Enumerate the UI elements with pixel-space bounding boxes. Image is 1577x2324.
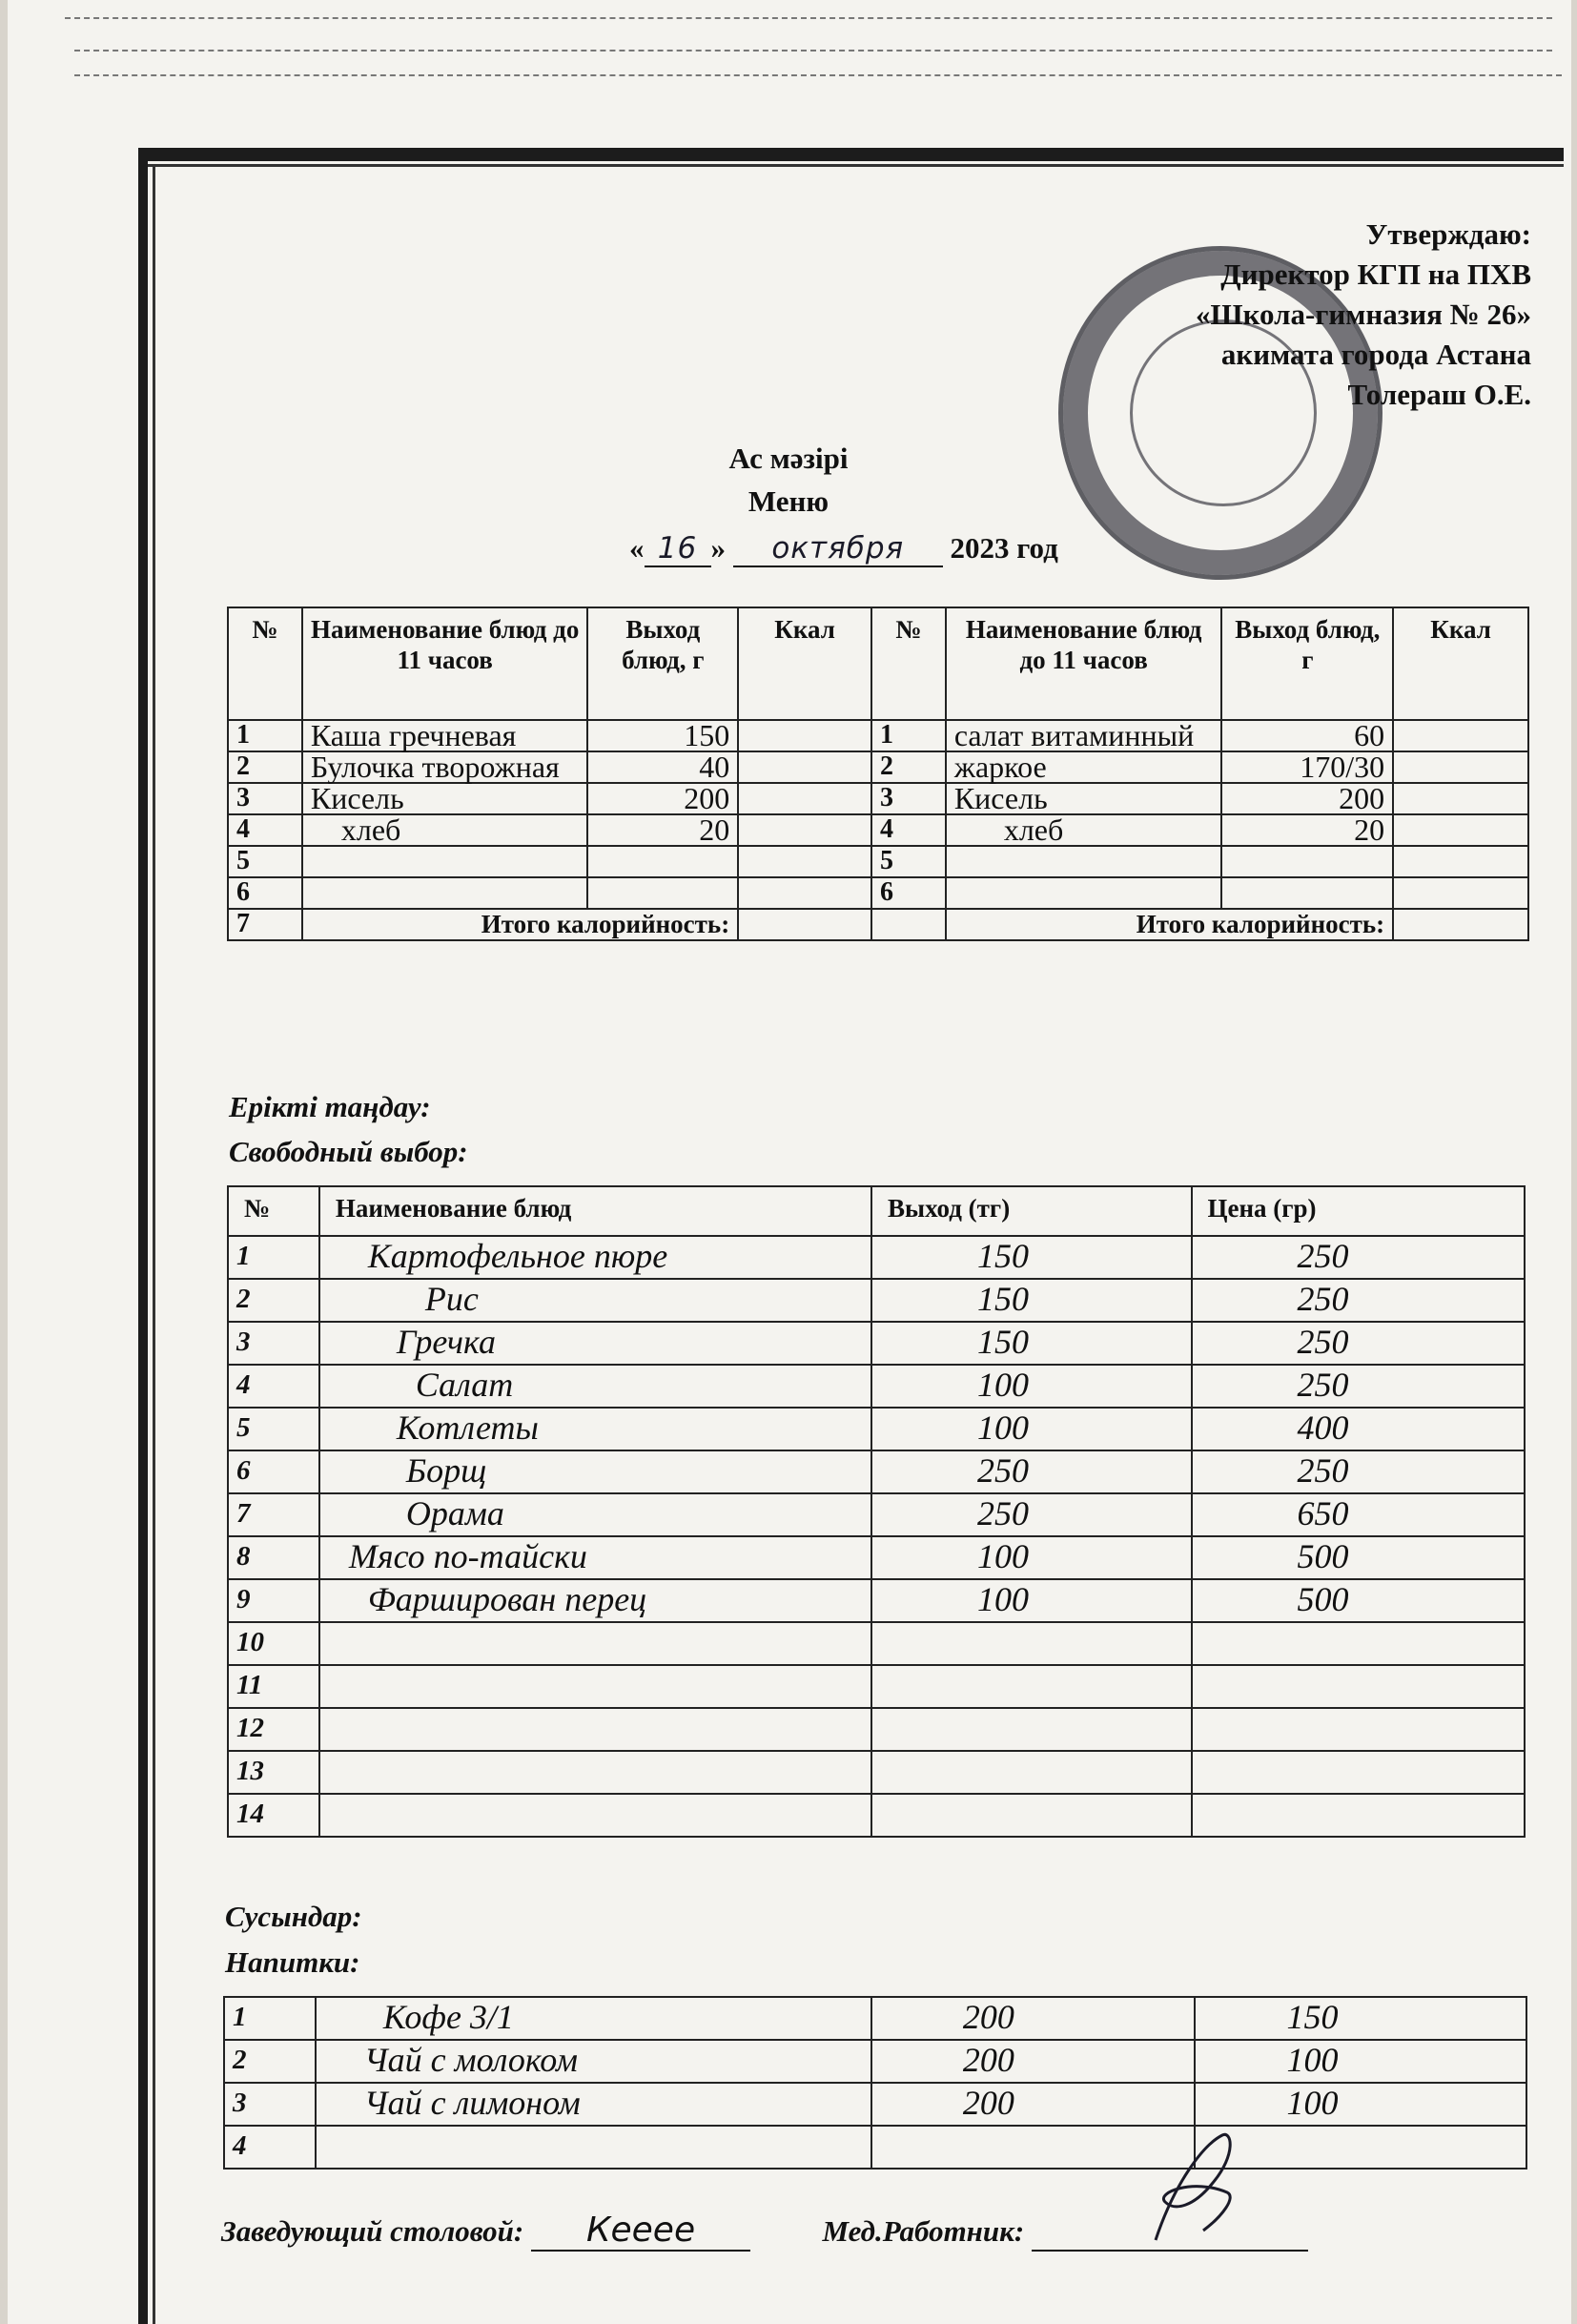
drinks-heading-ru: Напитки: <box>225 1945 360 1979</box>
row-num: 4 <box>871 814 946 846</box>
dish-name <box>319 1665 871 1708</box>
title-kz: Ас мәзірі <box>728 442 849 475</box>
dish-name: Котлеты <box>319 1408 871 1450</box>
dish-kcal <box>1393 783 1528 814</box>
row-num: 6 <box>228 1450 319 1493</box>
medic-signature-scribble <box>1137 2126 1251 2250</box>
dish-yield: 170/30 <box>1221 751 1393 783</box>
dish-name: салат витаминный <box>946 720 1222 751</box>
dish-price <box>1192 1708 1526 1751</box>
date-day: 16 <box>645 531 711 567</box>
drink-price: 100 <box>1195 2083 1526 2126</box>
row-num <box>871 909 946 940</box>
total-label: Итого калорийность: <box>946 909 1393 940</box>
dish-yield <box>1221 877 1393 909</box>
row-num: 2 <box>228 751 302 783</box>
dish-price <box>1192 1665 1526 1708</box>
row-num: 4 <box>228 1365 319 1408</box>
approval-line: Директор КГП на ПХВ <box>1220 257 1531 291</box>
row-num: 8 <box>228 1536 319 1579</box>
row-num: 1 <box>224 1997 316 2040</box>
dish-yield <box>871 1622 1192 1665</box>
dish-price: 250 <box>1192 1322 1526 1365</box>
col-num: № <box>228 607 302 720</box>
dish-kcal <box>738 751 871 783</box>
dish-name <box>946 877 1222 909</box>
dish-name: Мясо по-тайски <box>319 1536 871 1579</box>
dish-yield <box>587 877 738 909</box>
dish-price: 250 <box>1192 1236 1526 1279</box>
dish-price: 400 <box>1192 1408 1526 1450</box>
col-yield: Выход блюд, г <box>1221 607 1393 720</box>
table-row <box>228 1622 1525 1665</box>
dish-kcal <box>738 846 871 877</box>
table-row <box>228 1322 1525 1365</box>
approval-line: акимата города Астана <box>1220 338 1531 371</box>
dish-yield <box>871 1751 1192 1794</box>
dish-yield: 100 <box>871 1579 1192 1622</box>
dish-kcal <box>738 814 871 846</box>
approval-line: «Школа-гимназия № 26» <box>1196 298 1531 331</box>
col-num: № <box>871 607 946 720</box>
dish-name: Кисель <box>302 783 588 814</box>
total-label: Итого калорийность: <box>302 909 738 940</box>
drink-name: Кофе 3/1 <box>316 1997 871 2040</box>
dish-price: 250 <box>1192 1450 1526 1493</box>
table-row <box>228 783 1528 814</box>
dish-yield: 20 <box>1221 814 1393 846</box>
title-ru: Меню <box>748 484 829 518</box>
dish-price: 650 <box>1192 1493 1526 1536</box>
table-row <box>224 2040 1526 2083</box>
table-header-row <box>228 607 1528 720</box>
table-row <box>224 1997 1526 2040</box>
dish-kcal <box>738 877 871 909</box>
dish-yield: 250 <box>871 1493 1192 1536</box>
drinks-heading-kz: Сусындар: <box>225 1900 362 1933</box>
dish-yield <box>1221 846 1393 877</box>
dish-name: хлеб <box>946 814 1222 846</box>
table-row <box>228 1665 1525 1708</box>
row-num: 7 <box>228 1493 319 1536</box>
drink-yield: 200 <box>871 2040 1196 2083</box>
table-row <box>228 720 1528 751</box>
row-num: 5 <box>871 846 946 877</box>
dish-name: Картофельное пюре <box>319 1236 871 1279</box>
dish-yield: 40 <box>587 751 738 783</box>
col-num: № <box>228 1186 319 1236</box>
dish-yield: 60 <box>1221 720 1393 751</box>
row-num: 1 <box>228 1236 319 1279</box>
breakfast-table <box>227 607 1529 941</box>
dish-kcal <box>1393 814 1528 846</box>
total-value <box>738 909 871 940</box>
table-row <box>228 1236 1525 1279</box>
dish-yield: 100 <box>871 1408 1192 1450</box>
row-num: 1 <box>871 720 946 751</box>
dish-name: Рис <box>319 1279 871 1322</box>
dish-price: 250 <box>1192 1279 1526 1322</box>
row-num: 12 <box>228 1708 319 1751</box>
table-row <box>228 1493 1525 1536</box>
row-num: 14 <box>228 1794 319 1837</box>
drink-price: 100 <box>1195 2040 1526 2083</box>
dish-kcal <box>1393 846 1528 877</box>
dish-name: жаркое <box>946 751 1222 783</box>
dish-name: Орама <box>319 1493 871 1536</box>
dish-yield: 100 <box>871 1365 1192 1408</box>
free-choice-heading-ru: Свободный выбор: <box>229 1135 468 1168</box>
col-yield: Выход (тг) <box>871 1186 1192 1236</box>
frame-border-top-inner <box>143 164 1564 167</box>
col-name: Наименование блюд до 11 часов <box>946 607 1222 720</box>
drink-name <box>316 2126 871 2169</box>
dish-yield <box>871 1665 1192 1708</box>
table-row <box>228 1751 1525 1794</box>
top-dashed-line <box>74 50 1552 51</box>
row-num: 4 <box>228 814 302 846</box>
dish-name: Борщ <box>319 1450 871 1493</box>
date-month: октября <box>733 531 943 567</box>
col-name: Наименование блюд до 11 часов <box>302 607 588 720</box>
table-row <box>228 1365 1525 1408</box>
dish-name <box>302 846 588 877</box>
dish-name: Салат <box>319 1365 871 1408</box>
menu-date: « 16 » октября 2023 год <box>629 531 1058 566</box>
row-num: 6 <box>228 877 302 909</box>
drink-yield: 200 <box>871 1997 1196 2040</box>
row-num: 5 <box>228 846 302 877</box>
frame-border-top <box>143 148 1564 161</box>
dish-name <box>946 846 1222 877</box>
table-row <box>228 1450 1525 1493</box>
dish-name: Кисель <box>946 783 1222 814</box>
dish-name <box>319 1708 871 1751</box>
table-row <box>228 1794 1525 1837</box>
dish-yield <box>871 1708 1192 1751</box>
dish-price: 500 <box>1192 1579 1526 1622</box>
row-num: 11 <box>228 1665 319 1708</box>
drinks-table <box>223 1996 1527 2170</box>
table-row <box>228 846 1528 877</box>
medic-signature <box>1032 2211 1308 2252</box>
table-row <box>224 2083 1526 2126</box>
dish-yield: 150 <box>871 1236 1192 1279</box>
dish-name: Фарширован перец <box>319 1579 871 1622</box>
row-num: 2 <box>871 751 946 783</box>
dish-yield <box>587 846 738 877</box>
row-num: 2 <box>224 2040 316 2083</box>
table-row <box>228 751 1528 783</box>
drink-yield: 200 <box>871 2083 1196 2126</box>
dish-name <box>302 877 588 909</box>
table-row <box>228 1579 1525 1622</box>
col-kcal: Ккал <box>738 607 871 720</box>
dish-price <box>1192 1794 1526 1837</box>
row-num: 2 <box>228 1279 319 1322</box>
table-row <box>228 1408 1525 1450</box>
date-year: 2023 год <box>950 531 1058 565</box>
dish-kcal <box>1393 751 1528 783</box>
dish-name <box>319 1622 871 1665</box>
row-num: 5 <box>228 1408 319 1450</box>
dish-yield: 150 <box>871 1279 1192 1322</box>
table-row <box>224 2126 1526 2169</box>
footer-signatures <box>221 2211 1308 2252</box>
row-num: 3 <box>228 1322 319 1365</box>
dish-kcal <box>1393 720 1528 751</box>
dish-price: 500 <box>1192 1536 1526 1579</box>
drink-name: Чай с лимоном <box>316 2083 871 2126</box>
dish-yield: 200 <box>1221 783 1393 814</box>
total-value <box>1393 909 1528 940</box>
table-row <box>228 814 1528 846</box>
approval-line: Утверждаю: <box>1365 217 1531 251</box>
top-dashed-line <box>74 74 1562 76</box>
col-name: Наименование блюд <box>319 1186 871 1236</box>
top-dashed-line <box>65 17 1552 19</box>
dish-yield: 250 <box>871 1450 1192 1493</box>
total-row <box>228 909 1528 940</box>
dish-yield <box>871 1794 1192 1837</box>
drink-price: 150 <box>1195 1997 1526 2040</box>
medic-label: Мед.Работник: <box>822 2214 1025 2248</box>
row-num: 7 <box>228 909 302 940</box>
dish-kcal <box>738 720 871 751</box>
row-num: 3 <box>871 783 946 814</box>
approval-line: Толераш О.Е. <box>1347 378 1531 411</box>
dish-price <box>1192 1751 1526 1794</box>
dish-name: Гречка <box>319 1322 871 1365</box>
table-row <box>228 1708 1525 1751</box>
dish-yield: 100 <box>871 1536 1192 1579</box>
row-num: 1 <box>228 720 302 751</box>
dish-name: Каша гречневая <box>302 720 588 751</box>
table-row <box>228 1279 1525 1322</box>
col-price: Цена (гр) <box>1192 1186 1526 1236</box>
dish-name: хлеб <box>302 814 588 846</box>
dish-yield: 150 <box>587 720 738 751</box>
dish-yield: 20 <box>587 814 738 846</box>
approval-block <box>1196 215 1531 415</box>
row-num: 10 <box>228 1622 319 1665</box>
dish-name <box>319 1751 871 1794</box>
free-choice-heading-kz: Ерікті таңдау: <box>229 1090 431 1123</box>
manager-label: Заведующий столовой: <box>221 2214 524 2248</box>
row-num: 13 <box>228 1751 319 1794</box>
table-row <box>228 877 1528 909</box>
dish-yield: 200 <box>587 783 738 814</box>
table-row <box>228 1536 1525 1579</box>
row-num: 4 <box>224 2126 316 2169</box>
row-num: 3 <box>228 783 302 814</box>
dish-kcal <box>738 783 871 814</box>
dish-yield: 150 <box>871 1322 1192 1365</box>
table-header-row <box>228 1186 1525 1236</box>
dish-name <box>319 1794 871 1837</box>
dish-name: Булочка творожная <box>302 751 588 783</box>
dish-price: 250 <box>1192 1365 1526 1408</box>
manager-signature: Кееее <box>531 2211 750 2252</box>
row-num: 3 <box>224 2083 316 2126</box>
free-choice-table <box>227 1185 1526 1838</box>
drink-name: Чай с молоком <box>316 2040 871 2083</box>
col-kcal: Ккал <box>1393 607 1528 720</box>
col-yield: Выход блюд, г <box>587 607 738 720</box>
row-num: 6 <box>871 877 946 909</box>
row-num: 9 <box>228 1579 319 1622</box>
dish-price <box>1192 1622 1526 1665</box>
dish-kcal <box>1393 877 1528 909</box>
